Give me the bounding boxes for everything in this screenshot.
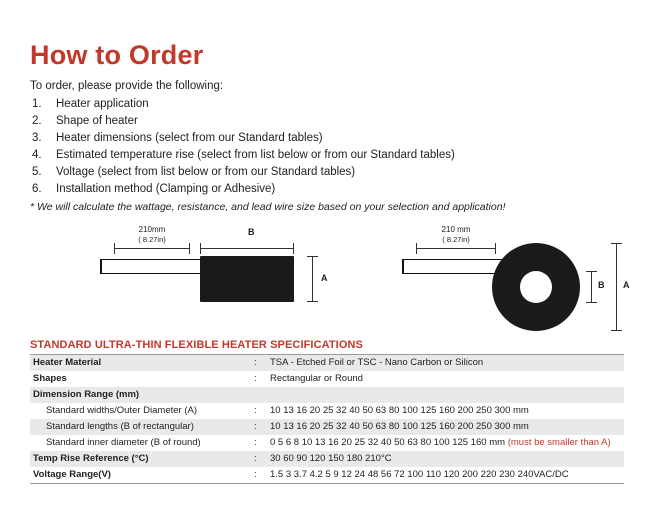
spec-table — [30, 354, 624, 484]
list-item — [30, 131, 624, 147]
list-item — [30, 97, 624, 113]
lead-wire-top — [402, 259, 508, 261]
dim-tick — [307, 256, 318, 257]
row-label: Heater Material — [30, 354, 251, 371]
lead-length-label-left: 210mm ( 8.27in) — [138, 224, 166, 244]
row-colon: : — [251, 451, 267, 467]
dim-tick — [189, 243, 190, 254]
lead-wire-top — [100, 259, 202, 261]
table-row — [30, 435, 624, 451]
table-row — [30, 403, 624, 419]
dim-tick — [586, 271, 597, 272]
row-colon: : — [251, 435, 267, 451]
lead-wire-bottom — [100, 273, 202, 275]
row-colon: : — [251, 371, 267, 387]
dim-line-b-round — [591, 271, 592, 303]
list-item-label: Heater application — [56, 98, 149, 110]
row-value: Rectangular or Round — [267, 371, 624, 387]
row-value — [267, 435, 624, 451]
heater-diagrams — [30, 223, 630, 335]
row-colon — [251, 387, 267, 403]
table-row — [30, 387, 624, 403]
dim-line-b — [200, 248, 294, 249]
row-label: Dimension Range (mm) — [30, 387, 251, 403]
dim-b-label-right: B — [598, 279, 605, 290]
dim-line-left-lead — [114, 248, 190, 249]
list-item-number: 5. — [32, 166, 42, 178]
row-value: 10 13 16 20 25 32 40 50 63 80 100 125 160 200 250 300 mm — [267, 419, 624, 435]
table-row — [30, 371, 624, 387]
row-colon: : — [251, 354, 267, 371]
list-item-number: 3. — [32, 132, 42, 144]
dim-tick — [114, 243, 115, 254]
order-steps-list — [30, 97, 624, 198]
heater-inner-hole — [520, 271, 552, 303]
row-label: Standard inner diameter (B of round) — [30, 435, 251, 451]
dim-line-a — [312, 256, 313, 302]
table-row — [30, 354, 624, 371]
row-value — [267, 387, 624, 403]
row-colon: : — [251, 467, 267, 484]
page-title: How to Order — [30, 40, 204, 70]
dim-tick — [495, 243, 496, 254]
list-item — [30, 182, 624, 198]
row-label: Standard lengths (B of rectangular) — [30, 419, 251, 435]
dim-tick — [611, 330, 622, 331]
dim-tick — [293, 243, 294, 254]
list-item-label: Installation method (Clamping or Adhesive) — [56, 183, 276, 195]
footnote-text: * We will calculate the wattage, resistance, and lead wire size based on your selection and application! — [30, 200, 506, 213]
dim-tick — [200, 243, 201, 254]
dim-a-label-right: A — [623, 279, 630, 290]
list-item-number: 1. — [32, 98, 42, 110]
list-item-number: 2. — [32, 115, 42, 127]
list-item-label: Heater dimensions (select from our Standard tables) — [56, 132, 323, 144]
list-item-label: Shape of heater — [56, 115, 138, 127]
row-label: Standard widths/Outer Diameter (A) — [30, 403, 251, 419]
row-value: 1.5 3 3.7 4.2 5 9 12 24 48 56 72 100 110 120 200 220 230 240VAC/DC — [267, 467, 624, 484]
row-value: TSA - Etched Foil or TSC - Nano Carbon or Silicon — [267, 354, 624, 371]
row-value-warning: (must be smaller than A) — [507, 436, 611, 448]
row-label: Temp Rise Reference (°C) — [30, 451, 251, 467]
row-value: 30 60 90 120 150 180 210°C — [267, 451, 624, 467]
list-item-number: 4. — [32, 149, 42, 161]
intro-text: To order, please provide the following: — [30, 80, 224, 92]
dim-line-right-lead — [416, 248, 496, 249]
lead-wire-bend — [100, 259, 102, 273]
lead-wire-bottom — [402, 273, 508, 275]
table-row — [30, 467, 624, 484]
row-colon: : — [251, 419, 267, 435]
list-item — [30, 114, 624, 130]
dim-tick — [307, 301, 318, 302]
list-item — [30, 148, 624, 164]
list-item — [30, 165, 624, 181]
table-row — [30, 419, 624, 435]
row-colon: : — [251, 403, 267, 419]
dim-tick — [586, 302, 597, 303]
dim-tick — [611, 243, 622, 244]
list-item-label: Estimated temperature rise (select from list below or from our Standard tables) — [56, 149, 455, 161]
heater-body-rectangle — [200, 256, 294, 302]
dim-a-label-left: A — [321, 272, 328, 283]
row-value: 10 13 16 20 25 32 40 50 63 80 100 125 160 200 250 300 mm — [267, 403, 624, 419]
spec-table-heading: STANDARD ULTRA-THIN FLEXIBLE HEATER SPECIFICATIONS — [30, 338, 363, 351]
row-label: Voltage Range(V) — [30, 467, 251, 484]
lead-length-label-right: 210 mm ( 8.27in) — [441, 224, 471, 244]
table-row — [30, 451, 624, 467]
list-item-label: Voltage (select from list below or from our Standard tables) — [56, 166, 356, 178]
row-label: Shapes — [30, 371, 251, 387]
row-value-text: 0 5 6 8 10 13 16 20 25 32 40 50 63 80 100 125 160 mm — [270, 436, 506, 448]
list-item-number: 6. — [32, 183, 42, 195]
dim-tick — [416, 243, 417, 254]
dim-b-label-left: B — [248, 226, 255, 237]
lead-wire-bend — [402, 259, 404, 273]
dim-line-a-round — [616, 243, 617, 331]
